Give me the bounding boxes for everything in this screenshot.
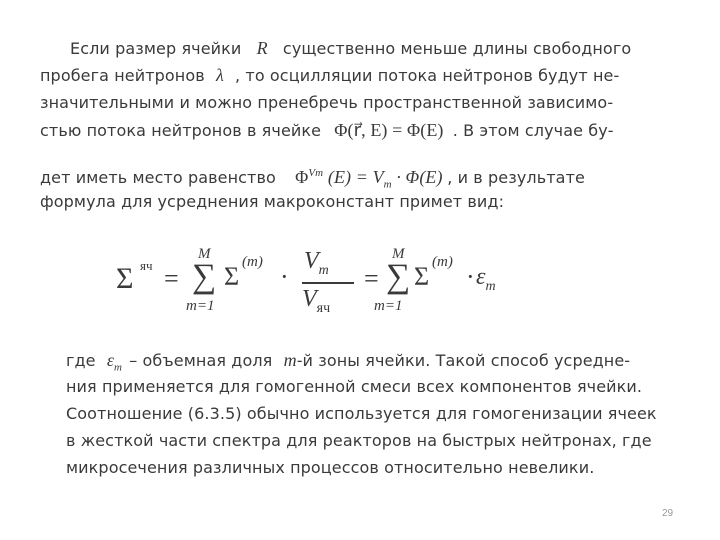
text: значительными и можно пренебречь пространственной зависимо- (40, 93, 614, 112)
epsilon: ε (476, 264, 486, 290)
text: , то осцилляции потока нейтронов будут не- (235, 66, 620, 85)
text-line-7 (66, 350, 630, 378)
sum-symbol: ∑ (192, 258, 217, 295)
text: ния применяется для гомогенной смеси всех компонентов ячейки. (66, 377, 643, 396)
numerator-v: V (304, 248, 319, 274)
text-line-6 (40, 192, 504, 212)
equals-sign: = (164, 264, 179, 293)
text: дет иметь место равенство (40, 168, 276, 187)
text-line-10 (66, 431, 652, 451)
text: , и в результате (447, 168, 585, 187)
text: . В этом случае бу- (452, 121, 614, 140)
sum2-upper-limit: M (392, 246, 405, 262)
text-line-3 (40, 93, 613, 113)
numerator-sub: m (318, 262, 329, 278)
text-line-9 (66, 404, 657, 424)
text: Если размер ячейки (70, 39, 242, 58)
sum2-symbol: ∑ (386, 258, 411, 295)
sum2-lower-limit: m=1 (374, 298, 403, 314)
epsilon-sub: m (485, 278, 496, 294)
subscript-m: m (383, 178, 392, 191)
formula-phi-r-e: Φ(r⃗, E) = Φ(E) (334, 120, 444, 140)
text-line-4 (40, 120, 614, 141)
page-number: 29 (662, 508, 674, 519)
text-line-1 (70, 38, 631, 59)
averaging-formula (112, 244, 532, 324)
multiply-dot: · (280, 262, 289, 291)
sigma-m-2-sup: (m) (432, 254, 453, 270)
fraction-denominator (302, 286, 330, 317)
sum-lower-limit: m=1 (186, 298, 215, 314)
denominator-sub: яч (316, 300, 331, 316)
sigma-cell: Σ (116, 262, 134, 295)
sigma-m: Σ (224, 262, 240, 291)
sigma-m-sup: (m) (242, 254, 263, 270)
formula-mid: (E) = V (327, 167, 384, 187)
fraction-bar (302, 282, 354, 284)
sigma-cell-sup: яч (140, 258, 153, 273)
variable-lambda: λ (215, 65, 224, 85)
text: -й зоны ячейки. Такой способ усредне- (296, 351, 631, 370)
text: микросечения различных процессов относительно невелики. (66, 458, 595, 477)
text: – объемная доля (129, 351, 273, 370)
epsilon-m (476, 264, 496, 295)
text: формула для усреднения макроконстант примет вид: (40, 192, 505, 211)
sigma-m-2: Σ (414, 262, 430, 291)
denominator-v: V (302, 286, 317, 312)
text: пробега нейтронов (40, 66, 205, 85)
epsilon-sub: m (114, 361, 123, 374)
text: в жесткой части спектра для реакторов на быстрых нейтронах, где (66, 431, 652, 450)
formula-phi-vm (295, 167, 447, 191)
sum-upper-limit: M (198, 246, 211, 262)
text-line-5 (40, 163, 585, 195)
multiply-dot-2: · (466, 262, 475, 291)
fraction-numerator (304, 248, 329, 279)
text-line-11 (66, 458, 594, 478)
text: стью потока нейтронов в ячейке (40, 121, 322, 140)
text: где (66, 351, 96, 370)
variable-m: m (283, 350, 297, 370)
epsilon: ε (106, 350, 115, 370)
equals-sign-2: = (364, 264, 379, 293)
text: существенно меньше длины свободного (282, 39, 632, 58)
epsilon-m-inline (106, 350, 123, 374)
variable-r: R (256, 38, 268, 58)
phi-symbol: Φ (295, 167, 309, 187)
formula-end: · Φ(E) (396, 167, 443, 187)
text-line-2 (40, 65, 619, 86)
superscript-vm: Vm (308, 167, 324, 179)
text-line-8 (66, 377, 642, 397)
text: Соотношение (6.3.5) обычно используется для гомогенизации ячеек (66, 404, 657, 423)
